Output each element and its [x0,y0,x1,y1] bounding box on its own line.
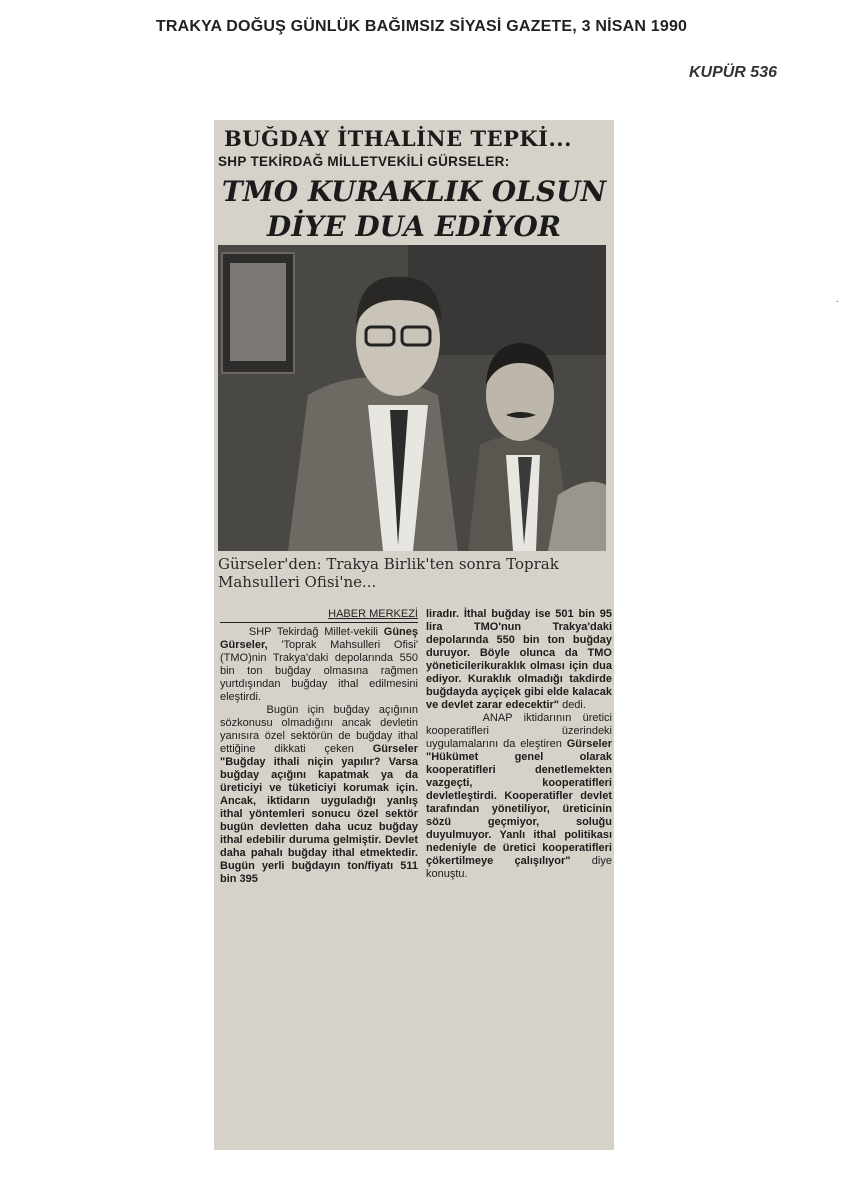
headline-kicker: BUĞDAY İTHALİNE TEPKİ... [224,126,572,151]
col2-p2-end: diye konuştu. [426,855,612,880]
subheadline: SHP TEKİRDAĞ MİLLETVEKİLİ GÜRSELER: [218,154,510,169]
col2-p1-end: dedi. [559,699,586,711]
col1-p2-quote: Gürseler "Buğday ithali niçin yapılır? Varsa buğday açığını kapatmak ya da üreticiyi ve tüketiciyi korumak için. Ancak, iktidarın uyguladığı yanlış ithal yöntemleri sonucu özel sektör bugün devletten daha ucuz buğday ithal edebilir duruma gelmiştir. Devlet daha pahalı buğday ithal etmektedir. Bugün yerli buğdayın ton/fiyatı 511 bin 395 [220,743,418,885]
main-headline-line2: DİYE DUA EDİYOR [266,210,562,243]
newspaper-clipping [214,120,614,1150]
col2-p2-quote: Gürseler "Hükümet genel olarak kooperatifleri denetlemekten vazgeçti, kooperatifleri devletleştirdi. Kooperatifler devlet tarafından yönetiliyor, üreticinin sözü geçmiyor, soluğu duyulmuyor. Yanlı ithal politikası nedeniyle de üretici kooperatifleri çökertilmeye çalışılıyor" [426,738,612,867]
news-photo [218,245,606,551]
article-column-1 [220,626,418,886]
scan-speck: · [835,296,839,307]
col1-p1-text-b: 'Toprak Mahsulleri Ofisi' (TMO)nin Trakya'daki depolarında 550 bin ton buğday olmasına rağmen yurtdışından buğday ithal edilmesini eleştirdi. [220,639,418,703]
clip-number: KUPÜR 536 [688,64,777,81]
byline: HABER MERKEZİ [328,608,418,620]
main-headline-line1: TMO KURAKLIK OLSUN [221,175,607,208]
photo-caption: Gürseler'den: Trakya Birlik'ten sonra Toprak Mahsulleri Ofisi'ne... [218,555,559,591]
byline-rule [220,622,418,623]
col1-p1-text-a: SHP Tekirdağ Millet-vekili [248,626,384,638]
col1-p1-name: Güneş Gürseler, [220,626,419,651]
col1-p2-text-a: Bugün için buğday açığının sözkonusu olmadığını ancak devletin yanısıra özel sektörün de buğday ithal ettiğine dikkati çeken [220,704,418,755]
article-column-2 [426,608,612,881]
col2-p2-text-a: ANAP iktidarının üretici kooperatifleri üzerindeki uygulamalarını da eleştiren [426,712,612,750]
newspaper-header: TRAKYA DOĞUŞ GÜNLÜK BAĞIMSIZ SİYASİ GAZETE, 3 NİSAN 1990 [155,18,688,35]
col2-p1-quote: liradır. İthal buğday ise 501 bin 95 lira TMO'nun Trakya'daki depolarında 550 bin ton buğday duruyor. Böyle olunca da TMO yöneticilerikuraklık olması için dua ediyor. Kuraklık olmadığı takdirde buğdayda ayçiçek gibi elde kalacak ve devlet zarar edecektir" [426,608,612,711]
